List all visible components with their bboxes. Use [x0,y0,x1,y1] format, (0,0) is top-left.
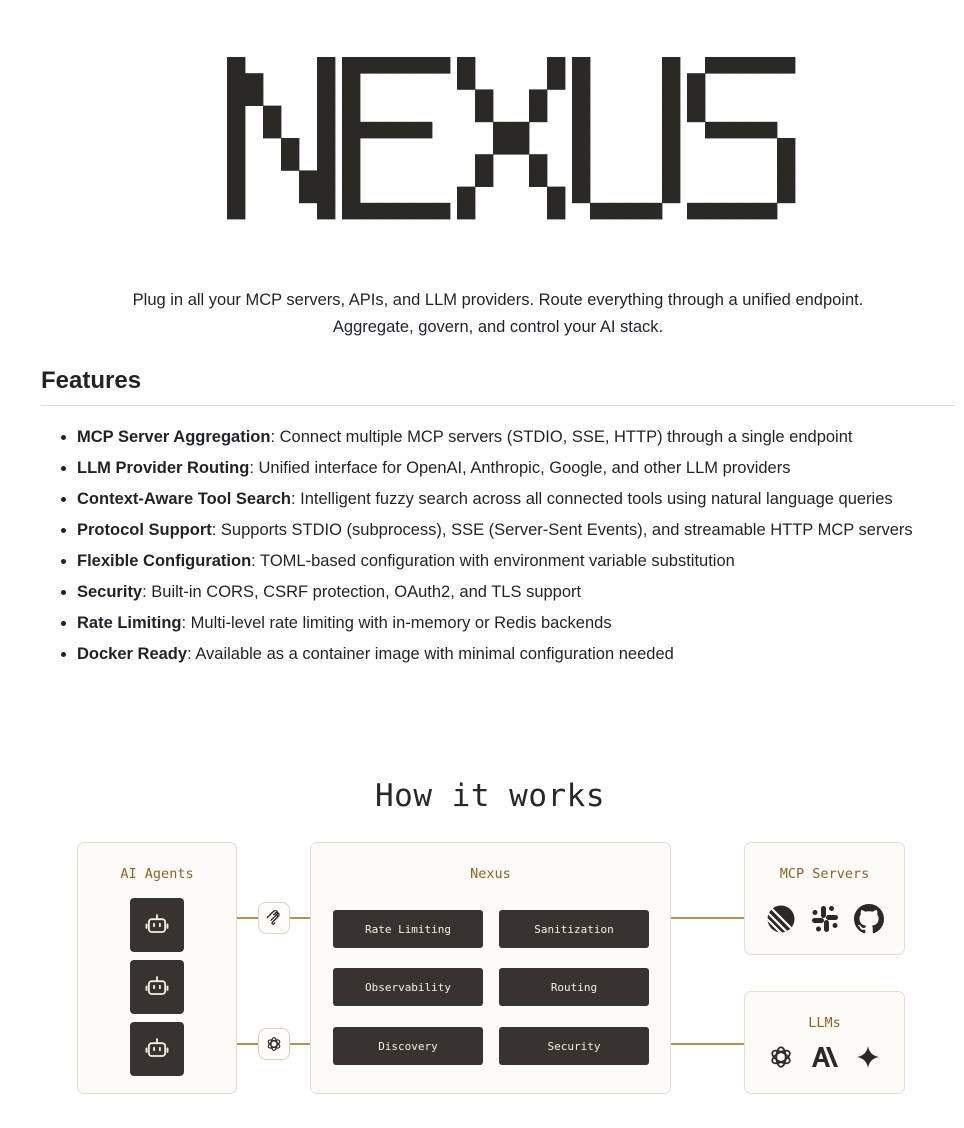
feature-text: : Unified interface for OpenAI, Anthropic, Google, and other LLM providers [249,459,791,477]
logo-pixel [705,203,723,220]
logo-pixel [475,106,493,123]
logo-pixel [547,187,565,204]
ai-agents-panel [77,842,237,1094]
robot-icon [143,911,171,939]
logo-pixel [777,154,795,171]
logo-pixel [493,122,511,139]
logo-pixel [457,57,475,74]
list-item [77,455,937,481]
logo-pixel [572,122,590,139]
gemini-sparkle-icon [856,1045,880,1069]
logo-pixel [317,57,335,74]
slack-logo-slot [809,903,841,935]
feature-title: Rate Limiting [77,614,182,632]
logo-pixel [342,154,360,171]
llms-title: LLMs [808,1015,841,1031]
logo-pixel [687,203,705,220]
logo-pixel [572,106,590,123]
feature-title: LLM Provider Routing [77,459,250,477]
logo-pixel [777,187,795,204]
features-heading: Features [41,367,142,394]
mcp-servers-title: MCP Servers [779,866,870,882]
openai-logo-icon [768,1044,794,1070]
github-logo-slot [853,903,885,935]
logo-pixel [227,154,245,171]
heading-divider [41,405,955,406]
logo-pixel [687,106,705,123]
logo-pixel [432,203,450,220]
logo-pixel [547,57,565,74]
rate-limiting-chip: Rate Limiting [333,910,483,948]
feature-title: Security [77,583,143,601]
logo-pixel [281,154,299,171]
logo-pixel [227,170,245,187]
openai-logo-slot [766,1042,796,1072]
list-item [77,517,937,543]
logo-pixel [227,203,245,220]
logo-pixel [662,187,680,204]
logo-pixel [644,203,662,220]
tagline-line-1: Plug in all your MCP servers, APIs, and LLM providers. Route everything through a unified endpoint. [132,291,864,309]
feature-text: : TOML-based configuration with environment variable substitution [251,552,735,570]
logo-pixel [723,203,741,220]
logo-pixel [227,106,245,123]
logo-pixel [759,122,777,139]
logo-pixel [317,106,335,123]
logo-pixel [317,89,335,106]
logo-pixel [529,154,547,171]
sanitization-chip: Sanitization [499,910,649,948]
logo-pixel [245,73,263,90]
list-item [77,579,937,605]
connector-line [670,917,745,919]
logo-pixel [705,122,723,139]
anthropic-logo-slot [810,1042,840,1072]
logo-pixel [317,170,335,187]
logo-pixel [342,187,360,204]
logo-pixel [705,57,723,74]
linear-logo-slot [765,903,797,935]
feature-text: : Supports STDIO (subprocess), SSE (Server-Sent Events), and streamable HTTP MCP servers [211,521,913,539]
logo-pixel [572,187,590,204]
list-item [77,424,937,450]
logo-pixel [396,122,414,139]
logo-pixel [432,57,450,74]
routing-chip: Routing [499,968,649,1006]
logo-pixel [378,57,396,74]
logo-pixel [475,170,493,187]
logo-pixel [572,57,590,74]
logo-pixel [414,57,432,74]
llm-protocol-badge [258,1028,290,1060]
logo-pixel [396,57,414,74]
logo-pixel [511,138,529,155]
logo-pixel [529,170,547,187]
logo-pixel [227,57,245,74]
logo-pixel [626,203,644,220]
feature-title: Context-Aware Tool Search [77,490,291,508]
mcp-servers-panel [744,842,905,955]
logo-pixel [572,170,590,187]
logo-pixel [475,89,493,106]
logo-pixel [457,73,475,90]
robot-icon [143,1035,171,1063]
logo-pixel [759,203,777,220]
logo-pixel [475,154,493,171]
logo-pixel [342,106,360,123]
logo-pixel [572,89,590,106]
logo-pixel [590,203,608,220]
logo-pixel [777,57,795,74]
logo-pixel [741,203,759,220]
tagline-line-2: Aggregate, govern, and control your AI stack. [332,318,664,336]
slack-logo-icon [810,904,840,934]
logo-pixel [342,170,360,187]
linear-logo-icon [766,904,796,934]
logo-pixel [227,122,245,139]
mcp-logo-icon [265,909,283,927]
logo-pixel [529,106,547,123]
feature-text: : Multi-level rate limiting with in-memory or Redis backends [181,614,612,632]
logo-pixel [342,138,360,155]
logo-pixel [263,106,281,123]
logo-pixel [342,203,360,220]
openai-logo-icon [265,1035,283,1053]
tagline [0,287,964,341]
feature-title: Protocol Support [77,521,212,539]
logo-pixel [662,73,680,90]
connector-line [670,1043,745,1045]
feature-title: Docker Ready [77,645,188,663]
logo-pixel [511,122,529,139]
logo-pixel [342,122,360,139]
agent-tile [130,1022,184,1076]
logo-pixel [457,187,475,204]
logo-pixel [572,138,590,155]
logo-pixel [342,73,360,90]
logo-pixel [572,154,590,171]
logo-pixel [317,187,335,204]
logo-pixel [227,73,245,90]
how-it-works-heading: How it works [375,778,605,814]
logo-pixel [360,203,378,220]
feature-title: MCP Server Aggregation [77,428,271,446]
logo-pixel [414,122,432,139]
list-item [77,486,937,512]
logo-pixel [299,170,317,187]
logo-pixel [608,203,626,220]
logo-pixel [741,57,759,74]
logo-pixel [759,57,777,74]
security-chip: Security [499,1027,649,1065]
feature-text: : Intelligent fuzzy search across all connected tools using natural language queries [290,490,893,508]
github-logo-icon [854,904,884,934]
anthropic-logo-icon [811,1046,839,1068]
logo-pixel [529,89,547,106]
logo-pixel [263,122,281,139]
agent-tile [130,960,184,1014]
logo-pixel [342,89,360,106]
logo-pixel [777,138,795,155]
list-item [77,548,937,574]
ai-agents-title: AI Agents [120,866,194,882]
logo-pixel [414,203,432,220]
logo-pixel [777,170,795,187]
logo-pixel [317,154,335,171]
logo-pixel [547,203,565,220]
agent-tile [130,898,184,952]
logo-pixel [378,122,396,139]
logo-pixel [662,122,680,139]
logo-pixel [245,89,263,106]
logo-pixel [227,187,245,204]
mcp-protocol-badge [258,902,290,934]
logo-pixel [723,122,741,139]
nexus-logo [0,0,964,270]
logo-pixel [687,73,705,90]
gemini-logo-slot [853,1042,883,1072]
logo-pixel [662,138,680,155]
nexus-title: Nexus [470,866,511,882]
list-item [77,610,937,636]
logo-pixel [662,89,680,106]
nexus-panel [310,842,671,1094]
logo-pixel [281,138,299,155]
robot-icon [143,973,171,1001]
logo-pixel [662,106,680,123]
feature-title: Flexible Configuration [77,552,252,570]
logo-pixel [662,57,680,74]
logo-pixel [227,89,245,106]
features-list [56,424,937,672]
logo-pixel [687,89,705,106]
feature-text: : Built-in CORS, CSRF protection, OAuth2, and TLS support [142,583,582,601]
logo-pixel [662,154,680,171]
logo-pixel [378,203,396,220]
observability-chip: Observability [333,968,483,1006]
logo-pixel [317,203,335,220]
feature-text: : Connect multiple MCP servers (STDIO, SSE, HTTP) through a single endpoint [270,428,853,446]
logo-pixel [572,73,590,90]
logo-pixel [723,57,741,74]
logo-pixel [457,203,475,220]
logo-pixel [493,138,511,155]
logo-pixel [227,138,245,155]
logo-pixel [317,122,335,139]
logo-pixel [547,73,565,90]
logo-pixel [317,73,335,90]
logo-pixel [741,122,759,139]
logo-pixel [396,203,414,220]
discovery-chip: Discovery [333,1027,483,1065]
logo-pixel [662,170,680,187]
logo-pixel [299,187,317,204]
logo-pixel [360,122,378,139]
logo-pixel [360,57,378,74]
list-item [77,641,937,667]
logo-pixel [342,57,360,74]
logo-pixel [317,138,335,155]
feature-text: : Available as a container image with minimal configuration needed [187,645,674,663]
llms-panel [744,991,905,1094]
